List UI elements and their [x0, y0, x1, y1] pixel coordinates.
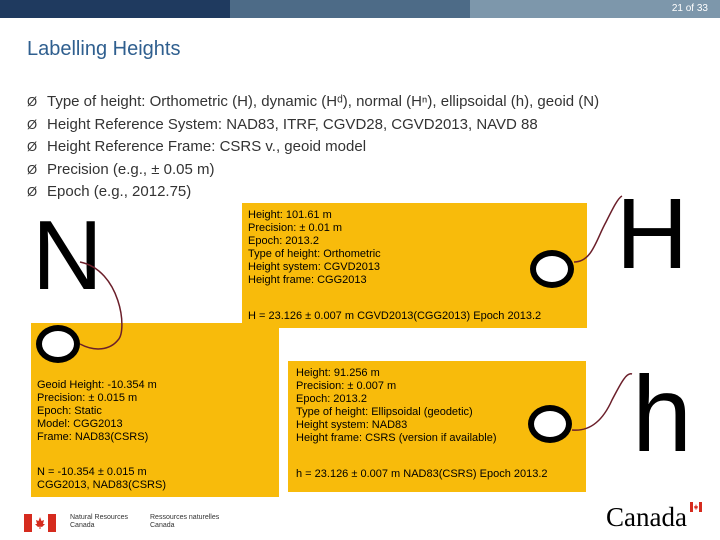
- geoid-letter-N: N: [32, 200, 103, 310]
- canada-wordmark: Canada: [606, 502, 687, 532]
- geoid-line: Model: CGG2013: [37, 418, 123, 430]
- bullet-text: Epoch (e.g., 2012.75): [47, 183, 192, 200]
- ellipsoidal-line: Epoch: 2013.2: [296, 393, 367, 405]
- slide-title: Labelling Heights: [27, 38, 181, 60]
- ellipsoidal-summary: h = 23.126 ± 0.007 m NAD83(CSRS) Epoch 2013.2: [296, 468, 548, 480]
- dept-name-en-line: Natural Resources: [70, 514, 128, 521]
- bullet-text: Precision (e.g., ± 0.05 m): [47, 160, 215, 178]
- wordmark-flag-icon: [690, 502, 702, 512]
- ellipsoidal-line: Type of height: Ellipsoidal (geodetic): [296, 406, 473, 418]
- orthometric-line: Precision: ± 0.01 m: [248, 222, 343, 234]
- dept-name-en-line: Canada: [70, 522, 95, 529]
- orthometric-summary: H = 23.126 ± 0.007 m CGVD2013(CGG2013) Epoch 2013.2: [248, 310, 542, 322]
- dept-name-fr: [150, 514, 219, 530]
- bullet-arrow-icon: Ø: [27, 184, 38, 199]
- ellipsoidal-line: Height frame: CSRS (version if available): [296, 432, 497, 444]
- bullet-arrow-icon: Ø: [27, 94, 38, 109]
- orthometric-letter-H: H: [616, 178, 689, 290]
- canada-flag-icon: [24, 514, 56, 532]
- connector-N-curve: [80, 262, 122, 349]
- dept-name-en: [70, 514, 128, 530]
- bullet-arrow-icon: Ø: [27, 139, 38, 154]
- orthometric-line: Height frame: CGG2013: [248, 274, 367, 286]
- geoid-line: Precision: ± 0.015 m: [37, 392, 138, 404]
- orthometric-line: Epoch: 2013.2: [248, 235, 319, 247]
- bullet-arrow-icon: Ø: [27, 161, 38, 177]
- connector-h-curve: [572, 374, 632, 430]
- page-number: 21 of 33: [671, 3, 708, 14]
- orthometric-line: Height system: CGVD2013: [248, 261, 381, 273]
- ellipsoidal-line: Height: 91.256 m: [296, 367, 380, 379]
- ellipsoidal-letter-h: h: [632, 353, 693, 474]
- connector-H-curve: [574, 196, 622, 262]
- ellipsoidal-line: Height system: NAD83: [296, 419, 408, 431]
- geoid-summary-line: CGG2013, NAD83(CSRS): [37, 479, 166, 491]
- bullet-text: Type of height: Orthometric (H), dynamic (Hᵈ), normal (Hⁿ), ellipsoidal (h), geoid (N): [47, 93, 600, 110]
- bullet-text: Height Reference System: NAD83, ITRF, CGVD28, CGVD2013, NAVD 88: [47, 115, 538, 133]
- dept-name-fr-line: Ressources naturelles: [150, 514, 220, 521]
- ellipsoidal-line: Precision: ± 0.007 m: [296, 380, 397, 392]
- geoid-summary-line: N = -10.354 ± 0.015 m: [37, 466, 147, 478]
- geoid-line: Frame: NAD83(CSRS): [37, 431, 149, 443]
- geoid-line: Epoch: Static: [37, 405, 102, 417]
- geoid-line: Geoid Height: -10.354 m: [37, 379, 157, 391]
- dept-name-fr-line: Canada: [150, 522, 175, 529]
- orthometric-line: Type of height: Orthometric: [248, 248, 381, 260]
- orthometric-line: Height: 101.61 m: [248, 209, 332, 221]
- bullet-arrow-icon: Ø: [27, 116, 38, 132]
- bullet-text: Height Reference Frame: CSRS v., geoid model: [47, 138, 367, 155]
